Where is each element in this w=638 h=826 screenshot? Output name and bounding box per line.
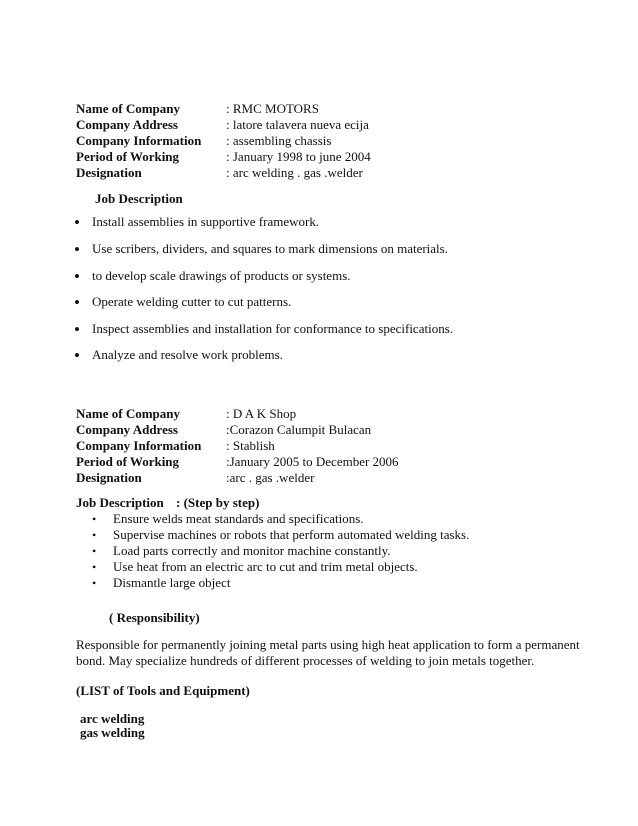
responsibility-heading: ( Responsibility) (109, 610, 200, 625)
responsibility-line-1: Responsible for permanently joining metal parts using high heat application to form a permanent (76, 637, 580, 652)
list-item-text: Ensure welds meat standards and specifications. (113, 511, 364, 526)
list-item-text: Install assemblies in supportive framework. (92, 214, 320, 229)
bullet-icon: • (92, 512, 97, 526)
bullet-icon: • (74, 213, 80, 232)
job1-company-information-value: : assembling chassis (226, 133, 332, 148)
job2-designation-label: Designation (76, 470, 142, 485)
list-item-text: Use scribers, dividers, and squares to mark dimensions on materials. (92, 241, 448, 256)
responsibility-line-2: bond. May specialize hundreds of different processes of welding to join metals together. (76, 653, 535, 668)
job2-company-address-value: :Corazon Calumpit Bulacan (226, 422, 372, 437)
job2-company-information-value: : Stablish (226, 438, 275, 453)
bullet-icon: • (74, 267, 80, 286)
job2-company-address-label: Company Address (76, 422, 178, 437)
list-item-text: Load parts correctly and monitor machine constantly. (113, 543, 391, 558)
job1-company-name-label: Name of Company (76, 101, 180, 116)
bullet-icon: • (92, 560, 97, 574)
job1-company-address-value: : latore talavera nueva ecija (226, 117, 369, 132)
bullet-icon: • (92, 576, 97, 590)
tools-item-gas-welding: gas welding (80, 725, 145, 740)
bullet-icon: • (74, 346, 80, 365)
job2-period-value: :January 2005 to December 2006 (226, 454, 399, 469)
bullet-icon: • (74, 240, 80, 259)
job1-designation-value: : arc welding . gas .welder (226, 165, 363, 180)
job1-period-label: Period of Working (76, 149, 180, 164)
job1-job-description-heading: Job Description (95, 191, 183, 206)
job2-company-information-label: Company Information (76, 438, 202, 453)
list-item-text: Supervise machines or robots that perform automated welding tasks. (113, 527, 470, 542)
job2-job-description-heading: Job Description (76, 495, 164, 510)
list-item-text: Dismantle large object (113, 575, 231, 590)
bullet-icon: • (92, 528, 97, 542)
bullet-icon: • (92, 544, 97, 558)
list-item-text: Operate welding cutter to cut patterns. (92, 294, 292, 309)
job2-designation-value: :arc . gas .welder (226, 470, 315, 485)
job2-job-description-subheading: : (Step by step) (176, 495, 260, 510)
job2-period-label: Period of Working (76, 454, 180, 469)
tools-heading: (LIST of Tools and Equipment) (76, 683, 250, 698)
job1-company-address-label: Company Address (76, 117, 178, 132)
job1-company-name-value: : RMC MOTORS (226, 101, 319, 116)
list-item-text: Inspect assemblies and installation for conformance to specifications. (92, 321, 453, 336)
bullet-icon: • (74, 293, 80, 312)
list-item-text: Analyze and resolve work problems. (92, 347, 283, 362)
list-item-text: to develop scale drawings of products or systems. (92, 268, 351, 283)
job1-company-information-label: Company Information (76, 133, 202, 148)
job1-period-value: : January 1998 to june 2004 (226, 149, 371, 164)
bullet-icon: • (74, 320, 80, 339)
job1-designation-label: Designation (76, 165, 142, 180)
list-item-text: Use heat from an electric arc to cut and trim metal objects. (113, 559, 418, 574)
tools-item-arc-welding: arc welding (80, 711, 145, 726)
job2-company-name-value: : D A K Shop (226, 406, 297, 421)
job2-company-name-label: Name of Company (76, 406, 180, 421)
